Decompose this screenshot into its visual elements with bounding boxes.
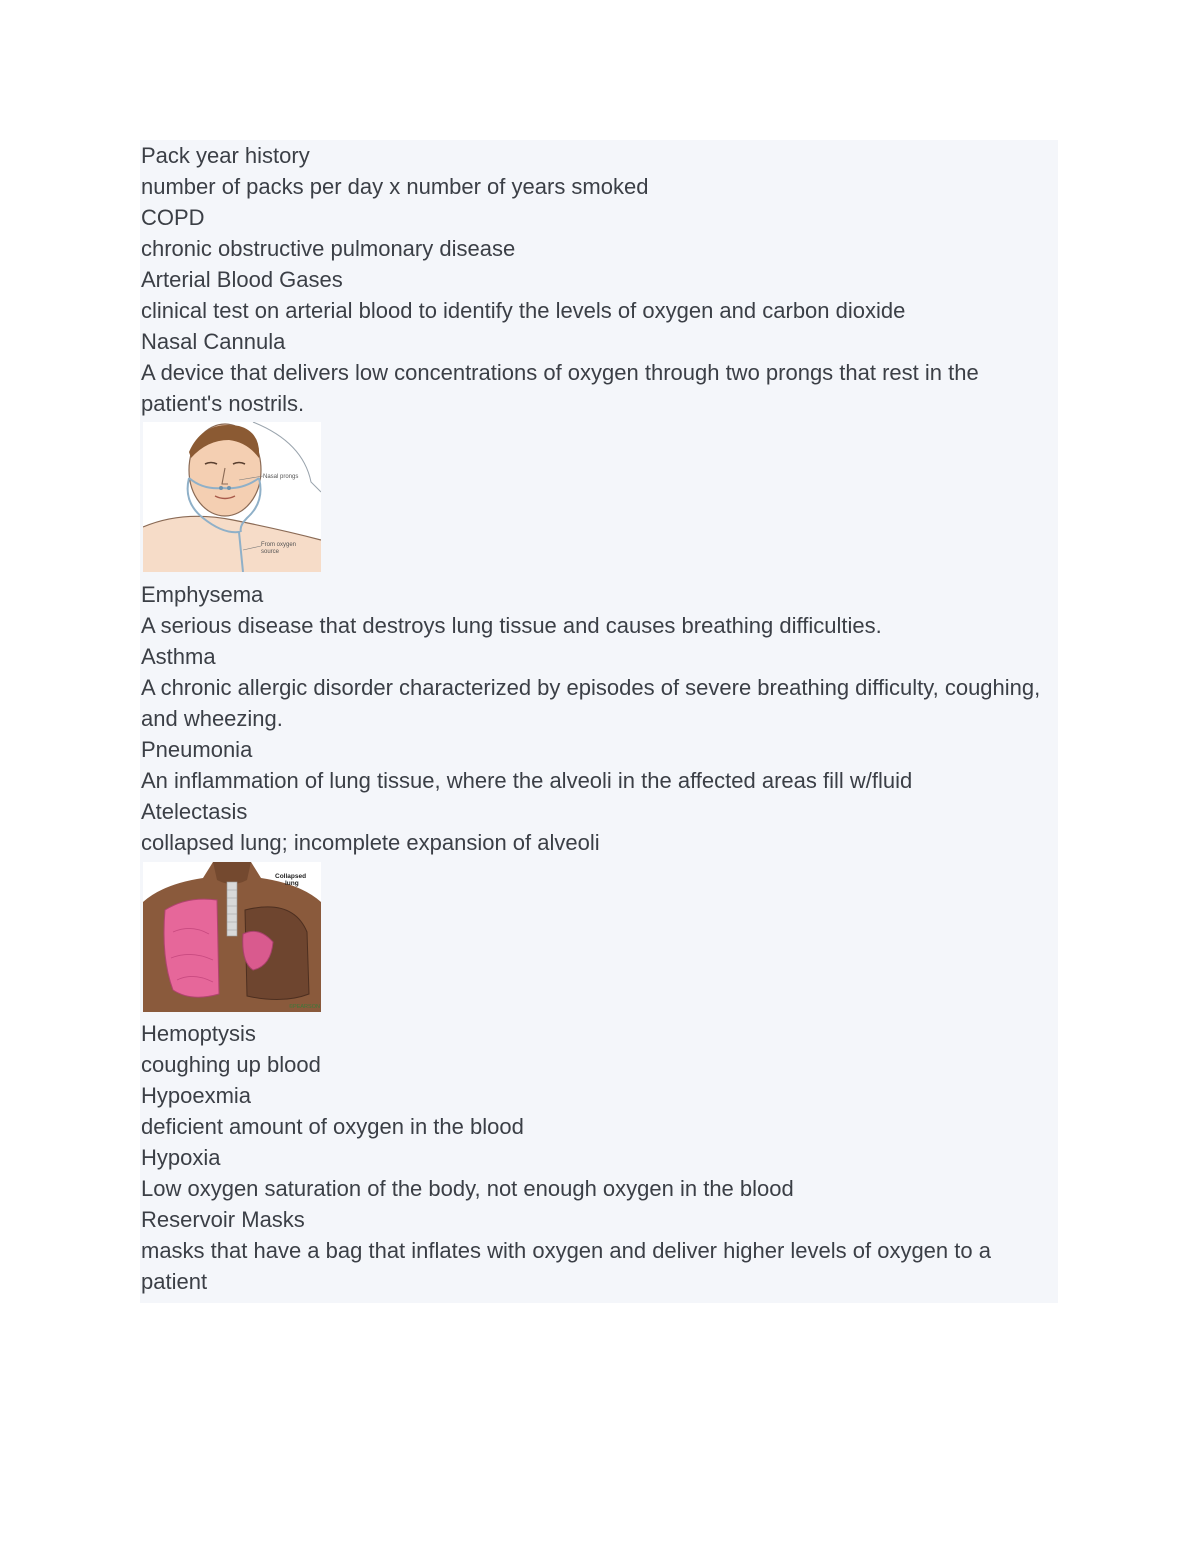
- definition-hypoexmia: deficient amount of oxygen in the blood: [141, 1114, 524, 1139]
- definition-hemoptysis: coughing up blood: [141, 1052, 321, 1077]
- term-emphysema: Emphysema: [141, 582, 264, 607]
- term-hemoptysis: Hemoptysis: [141, 1021, 256, 1046]
- inflated-lung: [164, 899, 219, 997]
- label-oxygen-source: From oxygen: [261, 542, 297, 548]
- label-lung: lung: [285, 880, 299, 887]
- definition-nasal-cannula: A device that delivers low concentrations of oxygen through two prongs that rest in the patient's nostrils.: [141, 360, 979, 416]
- term-pneumonia: Pneumonia: [141, 737, 253, 762]
- definition-pack-year-history: number of packs per day x number of years smoked: [141, 174, 649, 199]
- label-oxygen-source-2: source: [261, 549, 280, 555]
- term-hypoxia: Hypoxia: [141, 1145, 221, 1170]
- definition-arterial-blood-gases: clinical test on arterial blood to identify the levels of oxygen and carbon dioxide: [141, 298, 906, 323]
- term-arterial-blood-gases: Arterial Blood Gases: [141, 267, 343, 292]
- flashcard-content: [140, 140, 1058, 1303]
- term-asthma: Asthma: [141, 644, 216, 669]
- term-nasal-cannula: Nasal Cannula: [141, 329, 286, 354]
- term-hypoexmia: Hypoexmia: [141, 1083, 252, 1108]
- term-pack-year-history: Pack year history: [141, 143, 310, 168]
- definition-copd: chronic obstructive pulmonary disease: [141, 236, 516, 261]
- definition-emphysema: A serious disease that destroys lung tissue and causes breathing difficulties.: [141, 613, 882, 638]
- collapsed-lung-illustration: [143, 862, 321, 1012]
- collapsed-lung-drawing: [143, 862, 321, 1012]
- label-collapsed: Collapsed: [275, 873, 307, 880]
- nasal-cannula-drawing: [143, 422, 321, 572]
- nasal-cannula-illustration: [143, 422, 321, 572]
- publisher-credit: ©PEARSON: [289, 1004, 320, 1010]
- term-reservoir-masks: Reservoir Masks: [141, 1207, 305, 1232]
- definition-hypoxia: Low oxygen saturation of the body, not enough oxygen in the blood: [141, 1176, 794, 1201]
- definition-atelectasis: collapsed lung; incomplete expansion of alveoli: [141, 830, 600, 855]
- definition-pneumonia: An inflammation of lung tissue, where the alveoli in the affected areas fill w/fluid: [141, 768, 913, 793]
- definition-asthma: A chronic allergic disorder characterized by episodes of severe breathing difficulty, coughing, and wheezing.: [141, 675, 1041, 731]
- label-nasal-prongs: Nasal prongs: [263, 474, 299, 480]
- term-atelectasis: Atelectasis: [141, 799, 248, 824]
- term-copd: COPD: [141, 205, 205, 230]
- definition-reservoir-masks: masks that have a bag that inflates with oxygen and deliver higher levels of oxygen to a patient: [141, 1238, 991, 1294]
